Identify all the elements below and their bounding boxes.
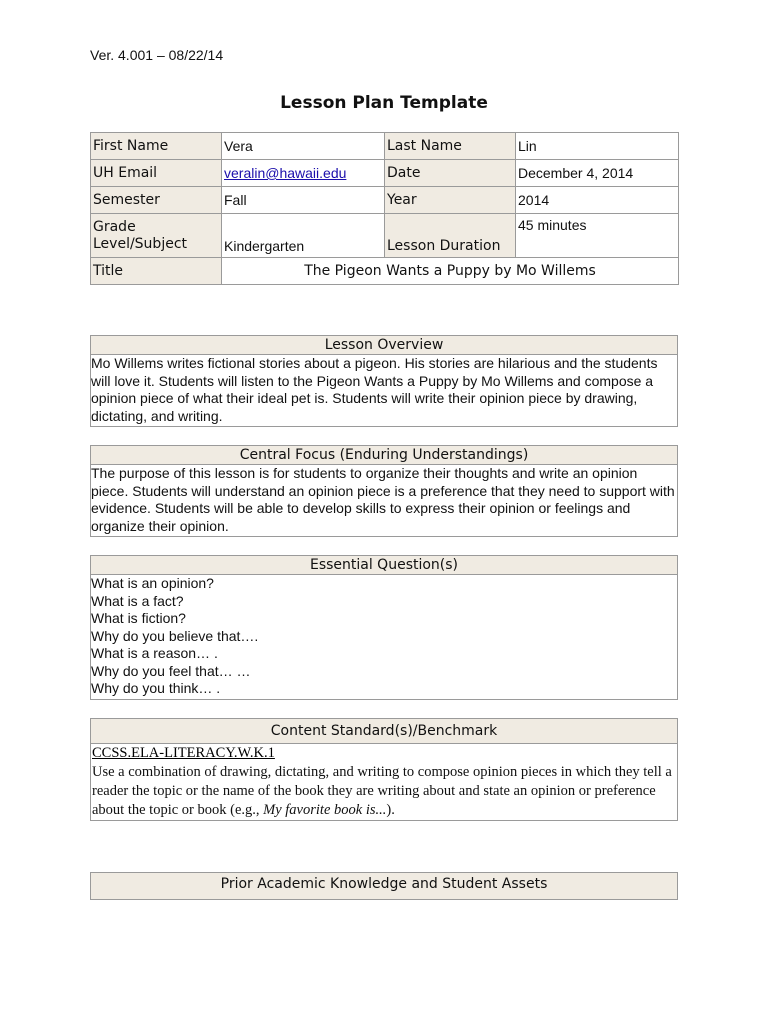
essential-questions-list: [91, 575, 677, 699]
lesson-info-table: [90, 132, 679, 285]
central-focus-section: [90, 445, 678, 537]
lesson-overview-body: Mo Willems writes fictional stories about a pigeon. His stories are hilarious and the students will love it. Students will listen to the Pigeon Wants a Puppy by Mo Willems and compose a opinion piece of what their ideal pet is. Students will write their opinion piece by drawing, dictating, and writing.: [91, 355, 658, 424]
semester-label: Semester: [91, 187, 222, 214]
list-item: What is a fact?: [91, 592, 184, 609]
content-standards-body: [91, 744, 677, 820]
last-name-value: Lin: [516, 133, 679, 160]
standard-text-end: ).: [386, 802, 395, 818]
date-value: December 4, 2014: [516, 160, 679, 187]
duration-label: Lesson Duration: [385, 214, 516, 258]
table-row: [91, 187, 679, 214]
semester-value: Fall: [222, 187, 385, 214]
year-value: 2014: [516, 187, 679, 214]
email-label: UH Email: [91, 160, 222, 187]
list-item: Why do you feel that… …: [91, 662, 251, 679]
first-name-value: Vera: [222, 133, 385, 160]
year-label: Year: [385, 187, 516, 214]
date-label: Date: [385, 160, 516, 187]
table-row: [91, 258, 679, 285]
list-item: Why do you believe that….: [91, 627, 259, 644]
standard-text: Use a combination of drawing, dictating, and writing to compose opinion pieces in which they tell a reader the topic or the name of the book they are writing about and state an opinion or preference about the topic or book (e.g.,: [92, 764, 672, 818]
table-row: [91, 214, 679, 258]
list-item: Why do you think… .: [91, 680, 221, 696]
email-link[interactable]: veralin@hawaii.edu: [224, 165, 347, 181]
email-cell: [222, 160, 385, 187]
grade-label: Grade Level/Subject: [91, 214, 222, 258]
central-focus-body: The purpose of this lesson is for students to organize their thoughts and write an opinion piece. Students will understand an opinion piece is a preference that they need to support with evidence. Students will be able to develop skills to express their opinion or feelings and organize their opinion.: [91, 465, 675, 534]
list-item: What is fiction?: [91, 610, 186, 626]
content-standards-heading: Content Standard(s)/Benchmark: [91, 719, 677, 744]
central-focus-heading: Central Focus (Enduring Understandings): [91, 446, 677, 465]
standard-code-link[interactable]: CCSS.ELA-LITERACY.W.K.1: [92, 745, 275, 761]
duration-value: 45 minutes: [516, 214, 679, 258]
page-title: Lesson Plan Template: [280, 93, 488, 113]
title-label: Title: [91, 258, 222, 285]
last-name-label: Last Name: [385, 133, 516, 160]
essential-questions-section: [90, 555, 678, 700]
table-row: [91, 160, 679, 187]
first-name-label: First Name: [91, 133, 222, 160]
list-item: What is an opinion?: [91, 575, 214, 591]
essential-questions-heading: Essential Question(s): [91, 556, 677, 575]
version-label: Ver. 4.001 – 08/22/14: [90, 47, 224, 63]
content-standards-section: [90, 718, 678, 821]
prior-knowledge-section: [90, 872, 678, 900]
grade-value: Kindergarten: [222, 214, 385, 258]
lesson-overview-heading: Lesson Overview: [91, 336, 677, 355]
prior-knowledge-heading: Prior Academic Knowledge and Student Assets: [91, 873, 677, 899]
standard-example: My favorite book is...: [263, 802, 387, 818]
list-item: What is a reason… .: [91, 645, 218, 661]
table-row: [91, 133, 679, 160]
lesson-title-value: The Pigeon Wants a Puppy by Mo Willems: [222, 258, 679, 285]
lesson-overview-section: [90, 335, 678, 427]
